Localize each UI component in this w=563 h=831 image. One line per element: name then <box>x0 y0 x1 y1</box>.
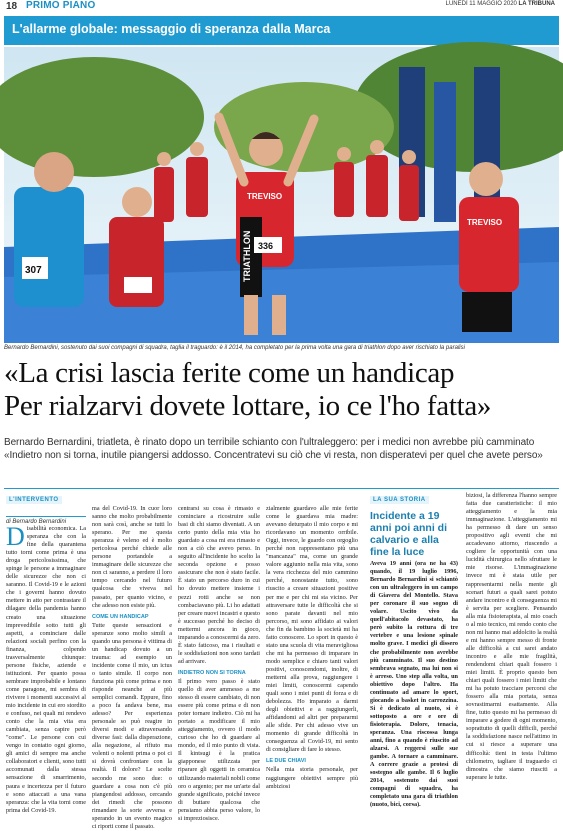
byline: di Bernardo Bernardini <box>6 516 86 525</box>
column-2-subheading: COME UN HANDICAP <box>92 613 149 620</box>
article-column-3 <box>178 505 260 822</box>
story-kicker: LA SUA STORIA <box>370 496 429 504</box>
headline-line-2: Per rialzarvi dovete lottare, io ce l'ho fatta» <box>4 390 492 422</box>
column-3-subheading: INDIETRO NON SI TORNA <box>178 669 246 676</box>
column-4b-text: Nella mia storia personale, per raggiungere obiettivi sempre più ambiziosi <box>266 766 358 790</box>
column-3-text: centrarsi su cosa è rimasto e cominciare a ricostruire sulle basi di chi siamo diventati. A un certo punto della mia vita ho guardato a cosa mi era rimasto e non a ciò che avevo perso. In seguito all'incidente ho scelto la seconda opzione e posso assicurare che non è stato facile. È stato un percorso duro in cui ho dovuto mettere insieme i pezzi rotti anche se non combaciavano più. Li ho adattati per creare nuovi incastri e questo è successo perché ho deciso di mettermi ancora in gioco, imparando a conoscermi da zero. È stato faticoso, ma i risultati e le soddisfazioni non sono tardati ad arrivare. <box>178 505 260 665</box>
date-masthead <box>446 1 555 7</box>
main-jersey-text: TREVISO <box>247 192 283 201</box>
subhead-line-2: «Indietro non si torna, inutile piangersi addosso. Concentratevi su ciò che vi resta, non disperatevi per quel che avete perso» <box>4 449 543 461</box>
column-4-subheading: LE DUE CHIAVI <box>266 758 306 765</box>
race-photo <box>4 47 559 343</box>
issue-date: LUNEDÌ 11 MAGGIO 2020 <box>445 1 517 7</box>
column-2b-text: Tutte queste sensazioni e speranze sono molto simili a quando una persona è vittima di un handicap dovuto a un trauma: ad esempio un incidente come il mio, un ictus o tanto simile. Il corpo non funziona più come prima e non risponde neanche ai più semplici comandi. Eppure, fino a poco fa andava bene, ma adesso? Per esperienza personale so può reagire in diversi modi e attraversando diverse fasi: dalla disperazione, alla negazione, al rifiuto ma volenti o nolenti prima o poi ci si dovrà confrontare con la realtà. Il dolore? Le scelte secondo me sono due: o guardare a cosa non c'è più piangendosi addosso, cercando dei rimedi che possono rimandare la sorte avversa e sperando in un evento magico ci riporti come il passato. <box>92 621 172 830</box>
left-bib-number: 307 <box>25 265 42 276</box>
section-title: PRIMO PIANO <box>26 0 96 11</box>
story-column <box>370 560 458 809</box>
right-jersey-text: TREVISO <box>467 218 503 227</box>
section-rule <box>4 488 559 489</box>
story-headline: Incidente a 19 anni poi anni di calvario e alla fine la luce <box>370 510 447 558</box>
column-3b-text: Il primo vero passo è stato quello di aver ammesso a me stesso di essere cambiato, di non essere più come prima e di non poter tornare indietro. Ciò mi ha portato a modificare il mio atteggiamento, ovvero il modo curioso che ho di guardare al mondo, ed il mio punto di vista. Il kintsugi è la pratica giapponese utilizzata per riparare gli oggetti in ceramica utilizzando materiali nobili come oro o argento; per me un'arte dal grande significato, poiché invece di buttare qualcosa che pensiamo abbia perso valore, lo si impreziosisce. <box>178 677 260 822</box>
masthead: LA TRIBUNA <box>518 1 555 7</box>
column-6-text: biziosi, la differenza l'hanno sempre fatta due caratteristiche: il mio atteggiamento e la mia immaginazione. L'atteggiamento mi ha permesso di dare un senso propositivo agli eventi che mi accadevano attorno, riuscendo a cogliere le opportunità con una lucidità chirurgica nello sfruttare le mie risorse. L'immaginazione invece mi è stata utile per rappresentarmi nella mente gli scenari futuri a quali sarei potuto andare incontro e di conseguenza mi è servita per scegliere. Pensando alla mia fisioterapista, al mio coach o al mio tecnico, mi rendo conto che non mi hanno mai addolcito la realtà e mi hanno sempre messo di fronte alle difficoltà a cui sarei andato incontro e alle mie fragilità, rendendomi chiari quali fossero i miei limiti. È proprio questo ben chiari quali fossero i miei limiti che mi ha potuto tracciare percorsi che fossero alla mia portata, senza sovrastimarmi esattamente. Alla fine, tutto questo mi ha permesso di imparare a godere di ogni momento, soprattutto di quelli difficili, perché la soddisfazione nasce nell'attimo in cui si riesce a superare una difficoltà: tieni in testa l'ultimo chilometro, tagliare il traguardo ci dimostra che siamo riusciti a superare le tutte. <box>466 492 557 781</box>
side-text: TRIATHLON <box>242 230 252 282</box>
finish-line-illustration <box>4 47 559 343</box>
page-number: 18 <box>6 1 18 12</box>
article-column-6 <box>466 492 557 790</box>
column-2-text: ma del Covid-19. In cuor loro sanno che molto probabilmente non sarà così, anche se tutti lo sperano. Per me questa speranza è veleno ed è molto pericolosa perché chiede alle persone portandole a immaginare delle sicurezze che non ci saranno, a perdere il loro tempo cercando nel futuro qualcosa che viveva nel passato, per quanto vicino, e che adesso non esiste più. <box>92 505 172 609</box>
story-text: Aveva 19 anni (ora ne ha 43) quando, il 19 luglio 1996, Bernardo Bernardini si schiantò con un ultraleggero in un campo di Giavera del Montello. Stava per coronare il suo sogno di volare. Uscito vivo da quell'abitacolo devastato, ha però subito la rottura di tre vertebre e una lesione spinale molto grave. I medici gli dissero che probabilmente non avrebbe più camminato. Il suo destino sembrava segnato, ma lui non si è arreso. Uno step alla volta, un obiettivo dopo l'altro. Ha continuato ad amare lo sport, giocando a basket in carrozzina. Si è dedicato al nuoto, si è sottoposto a ore e ore di fisioterapia. Dolore, tenacia, speranza. Una riscossa lunga anni, fino a quando è riuscito ad alzarsi. A reggersi sulle sue gambe. A tornare a camminare. A correre grazie a protesi di sostegno alle gambe. Il 6 luglio 2014, sostenuto dai suoi compagni di squadra, ha completato una gara di triathlon (nuoto, bici, corsa). <box>370 560 458 809</box>
photo-caption: Bernardo Bernardini, sostenuto dai suoi compagni di squadra, taglia il traguardo: è il 2014, ha completato per la prima volta una gara di triathlon dopo aver rischiato la paralisi <box>4 345 465 351</box>
banner-title: L'allarme globale: messaggio di speranza dalla Marca <box>12 22 331 36</box>
subheadline <box>4 437 559 462</box>
column-1-text: isabilità economica. La speranza che con la fine della quarantena tutto torni come prima è una droga pericolosissima, che spinge le persone a immaginare delle sicurezze che non ci saranno. Il Covid-19 e le azioni che i governi hanno dovuto mettere in atto per contrastare il dilagare della pandemia hanno creato una situazione imprevedibile sotto tutti gli aspetti, a cominciare dalle relazioni sociali perfino con la finanza, colpendo trasversalmente chiunque: persone fisiche, aziende e istituzioni. Per quanto possa sembrare improbabile e lontano come paragone, mi sembra di rivivere i momenti successivi al mio incidente in cui ero stordito e confuso, nei quali mi rendevo conto che la mia vita era cambiata, senza capire però "come". Le persone con cui vengo in contatto ogni giorno, gli amici di sempre ma anche collaboratori e clienti, sono tutti accomunati dalla stessa sensazione di smarrimento, paura e incertezza per il futuro e sono attaccati a una vana speranza: che la vita torni come prima del Covid-19. <box>6 525 86 814</box>
opinion-kicker: L'INTERVENTO <box>6 496 62 504</box>
page-header <box>0 0 563 14</box>
main-bib-number: 336 <box>258 241 274 251</box>
headline-banner <box>4 16 559 45</box>
main-headline <box>4 357 559 423</box>
article-column-2 <box>92 505 172 830</box>
drop-cap: D <box>6 522 25 551</box>
subhead-line-1: Bernardo Bernardini, triatleta, è rinato dopo un terribile schianto con l'ultraleggero: per i medici non avrebbe più camminato <box>4 437 535 448</box>
article-column-4 <box>266 505 358 790</box>
column-4-text: zialmente guardavo alle mie ferite come le guardava mia madre: avevano deturpato il mio corpo e mi ricordavano un momento orribile. Oggi, invece, le guardo con orgoglio perché non rappresentano più una "mancanza" ma, come un grande valore aggiunto nella mia vita, sono la vera ricchezza del mio cammino perché, nonostante tutto, sono riuscito a creare situazioni positive per me e per chi mi sta vicino. Per attraversare tutte le difficoltà che si sono parate davanti nel mio percorso, mi sono affidato ai valori che fin da bambino la società mi ha fatto conoscere. Lo sport in questo è stato una scuola di vita meravigliosa che mi ha permesso di imparare in modo semplice e chiaro tanti valori positivi, conoscendomi, inoltre, di metterni alla prova, raggiungere i miei limiti, conoscermi capendo quali sono i miei punti di forza e di debolezza. Ho imparato a darmi degli obiettivi e a raggiungerli, affidandomi ad altri per prepararmi alle sfide. Per chi adesso vive un momento di grande difficoltà in conseguenza al Covid-19, mi sento di consigliare di fare lo stesso. <box>266 505 358 754</box>
headline-line-1: «La crisi lascia ferite come un handicap <box>4 357 455 389</box>
